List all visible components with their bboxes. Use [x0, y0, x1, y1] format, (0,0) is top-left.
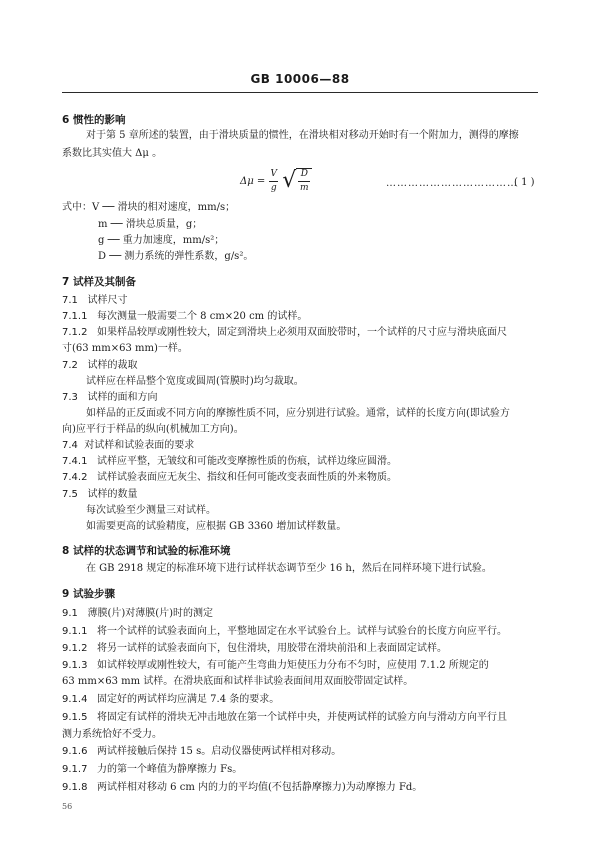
- page-number: 56: [62, 802, 73, 811]
- formula-lhs: Δμ =: [240, 175, 266, 187]
- s9-line: 9.1 薄膜(片)对薄膜(片)时的测定: [62, 608, 214, 619]
- s7-line: 寸(63 mm×63 mm)一样。: [62, 343, 188, 354]
- sqrt-numerator: D: [300, 169, 308, 179]
- s9-line: 9.1.5 将固定有试样的滑块无冲击地放在第一个试样中央，并使两试样的试验方向与滑动方向平行且: [62, 712, 507, 723]
- sqrt-denominator: m: [300, 183, 309, 193]
- formula-sqrt: [282, 168, 312, 194]
- standard-header: GB 10006—88: [250, 72, 350, 86]
- s9-line: 9.1.8 两试样相对移动 6 cm 内的力的平均值(不包括静摩擦力)为动摩擦力 Fd。: [62, 782, 423, 793]
- s7-line: 试样应在样品整个宽度或圆周(管膜时)均匀裁取。: [86, 376, 304, 387]
- formula-1: [240, 168, 312, 194]
- formula-number: ( 1 ): [514, 177, 535, 188]
- s7-line: 7.3 试样的面和方向: [62, 392, 158, 403]
- fraction-numerator: V: [270, 168, 278, 179]
- s7-line: 向)应平行于样品的纵向(机械加工方向)。: [62, 424, 244, 435]
- s7-line: 7.1.1 每次测量一般需要二个 8 cm×20 cm 的试样。: [62, 311, 308, 322]
- section-6-title: 6 惯性的影响: [62, 114, 126, 126]
- s7-line: 每次试验至少测量三对试样。: [86, 505, 216, 516]
- section-7-title: 7 试样及其制备: [62, 276, 136, 288]
- s7-line: 7.4.2 试样试验表面应无灰尘、指纹和任何可能改变表面性质的外来物质。: [62, 472, 397, 483]
- formula-leader: ………………………………: [386, 178, 518, 189]
- where-line-2: m ── 滑块总质量，g；: [98, 219, 203, 230]
- s9-line: 9.1.1 将一个试样的试验表面向上，平整地固定在水平试验台上。试样与试验台的长度方向应平行。: [62, 626, 507, 637]
- s7-line: 7.1.2 如果样品较厚或刚性较大，固定到滑块上必须用双面胶带时，一个试样的尺寸应与滑块底面尺: [62, 327, 507, 338]
- where-line-3: g ── 重力加速度，mm/s²；: [98, 235, 225, 246]
- section-6-para-line1: 对于第 5 章所述的装置，由于滑块质量的惯性，在滑块相对移动开始时有一个附加力，测得的摩擦: [86, 130, 519, 141]
- s7-line: 如需要更高的试验精度，应根据 GB 3360 增加试样数量。: [86, 521, 347, 532]
- s7-line: 7.4.1 试样应平整，无皱纹和可能改变摩擦性质的伤痕，试样边缘应圆滑。: [62, 456, 397, 467]
- sqrt-icon: √: [282, 168, 297, 193]
- s9-line: 9.1.7 力的第一个峰值为静摩擦力 Fs。: [62, 764, 243, 775]
- s9-line: 测力系统恰好不受力。: [62, 729, 162, 740]
- s7-line: 如样品的正反面或不同方向的摩擦性质不同，应分别进行试验。通常，试样的长度方向(即试验方: [86, 408, 510, 419]
- s9-line: 9.1.3 如试样较厚或刚性较大，有可能产生弯曲力矩使压力分布不匀时，应使用 7.1.2 所规定的: [62, 660, 489, 671]
- where-line-1: 式中：V ── 滑块的相对速度，mm/s；: [62, 202, 236, 213]
- s9-line: 9.1.2 将另一试样的试验表面向下，包住滑块，用胶带在滑块前沿和上表面固定试样。: [62, 643, 447, 654]
- section-8-title: 8 试样的状态调节和试验的标准环境: [62, 545, 231, 557]
- s7-line: 7.4 对试样和试验表面的要求: [62, 440, 195, 451]
- section-9-title: 9 试验步骤: [62, 588, 115, 600]
- fraction-denominator: g: [270, 182, 277, 193]
- section-8-line: 在 GB 2918 规定的标准环境下进行试样状态调节至少 16 h，然后在同样环境下进行试验。: [86, 563, 492, 574]
- where-line-4: D ── 测力系统的弹性系数，g/s²。: [98, 251, 254, 262]
- s7-line: 7.1 试样尺寸: [62, 295, 128, 306]
- s7-line: 7.2 试样的裁取: [62, 360, 138, 371]
- section-6-para-line2: 系数比其实值大 Δμ 。: [62, 148, 163, 159]
- s7-line: 7.5 试样的数量: [62, 489, 138, 500]
- header-rule: [62, 92, 538, 93]
- s9-line: 9.1.4 固定好的两试样均应满足 7.4 条的要求。: [62, 694, 280, 705]
- formula-fraction: [269, 169, 278, 194]
- s9-line: 63 mm×63 mm 试样。在滑块底面和试样非试验表面间用双面胶带固定试样。: [62, 676, 414, 687]
- s9-line: 9.1.6 两试样接触后保持 15 s。启动仪器使两试样相对移动。: [62, 746, 342, 757]
